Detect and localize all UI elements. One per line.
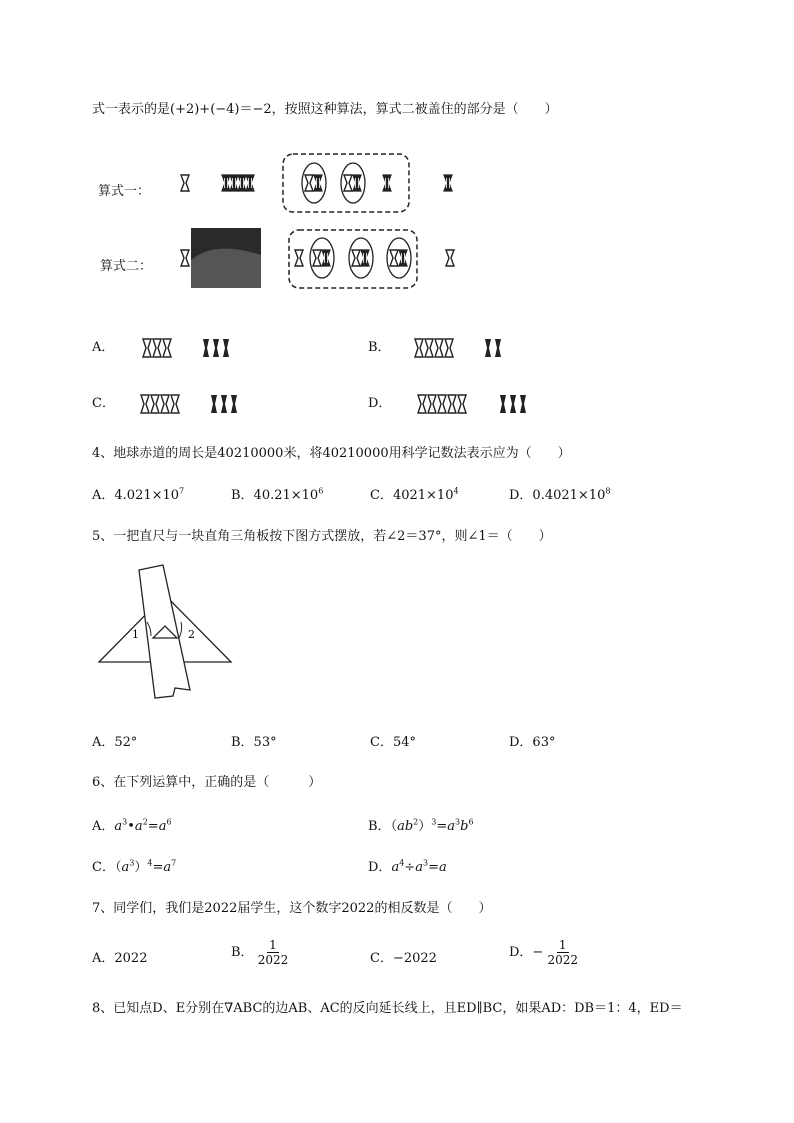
q4-option-d[interactable]: D．$0.4021\times 10^8$ (509, 486, 611, 503)
q3-option-c[interactable]: C． (92, 392, 249, 415)
q5-option-b[interactable]: B．53° (231, 735, 277, 750)
q5-option-a[interactable]: A．52° (92, 735, 138, 750)
q6-stem: 6、在下列运算中，正确的是（ ） (92, 775, 322, 790)
q7-option-b[interactable]: B． $\frac{1}{2022}$ (231, 938, 289, 967)
q8-stem: 8、已知点D、E分别在∇ABC的边AB、AC的反向延长线上，且ED∥BC，如果AD：DB＝1：4，ED＝ (92, 1001, 683, 1016)
q5-figure (95, 560, 240, 709)
fraction: $\frac{1}{2022}$ (257, 938, 289, 967)
q3-option-b-icons (395, 337, 525, 359)
q3-option-b[interactable]: B． (368, 336, 525, 359)
q5-option-c[interactable]: C．54° (370, 735, 416, 750)
q6-option-b[interactable]: B．$(ab^2)^3=a^3b^6$ (368, 817, 474, 834)
q6-option-a[interactable]: A．$a^3•a^2=a^6$ (92, 817, 172, 834)
q3-option-d-icons (396, 393, 546, 415)
q7-option-a[interactable]: A．2022 (92, 951, 148, 966)
q7-stem: 7、同学们，我们是2022届学生，这个数字2022的相反数是（ ） (92, 901, 492, 916)
q6-option-d[interactable]: D．$a^4\div a^3=a$ (368, 858, 447, 875)
q3-option-c-icons (119, 393, 249, 415)
q4-option-b[interactable]: B．$40.21\times 10^6$ (231, 486, 324, 503)
q4-option-c[interactable]: C．$4021\times 10^4$ (370, 486, 459, 503)
q7-option-c[interactable]: C．−2022 (370, 951, 437, 966)
q7-option-d[interactable]: D．− $\frac{1}{2022}$ (509, 938, 579, 967)
angle-1-label: 1 (132, 628, 139, 641)
q3-option-a-icons (119, 337, 249, 359)
q4-stem: 4、地球赤道的周长是40210000米，将40210000用科学记数法表示应为（ ） (92, 446, 571, 461)
q3-figure (95, 150, 475, 299)
q3-label-1: 算式一： (98, 184, 151, 199)
q3-label-2: 算式二： (100, 259, 153, 274)
q3-stem: 式一表示的是(+2)+(−4)＝−2，按照这种算法，算式二被盖住的部分是（ ） (92, 102, 558, 117)
q6-option-c[interactable]: C．$(a^3)^4=a^7$ (92, 858, 177, 875)
q5-option-d[interactable]: D．63° (509, 735, 556, 750)
q4-option-a[interactable]: A．$4.021\times 10^7$ (92, 486, 185, 503)
q5-stem: 5、一把直尺与一块直角三角板按下图方式摆放，若∠2＝37°，则∠1＝（ ） (92, 529, 552, 544)
q3-option-d[interactable]: D． (368, 392, 546, 415)
fraction: $\frac{1}{2022}$ (547, 938, 579, 967)
angle-2-label: 2 (188, 628, 195, 641)
q3-option-a[interactable]: A． (92, 336, 249, 359)
